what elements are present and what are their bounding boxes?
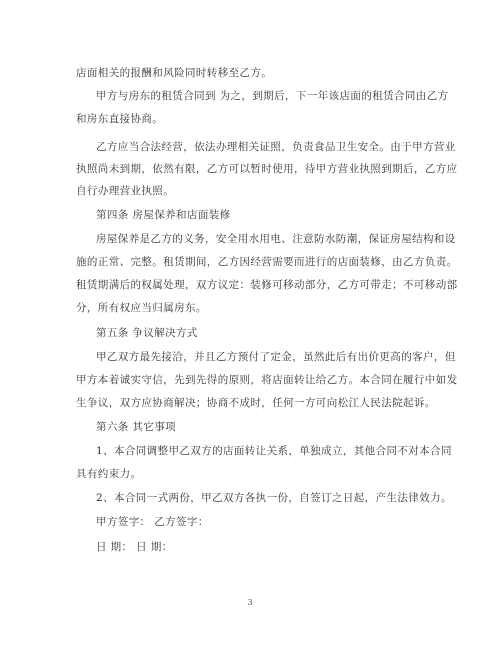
section-heading: 第五条 争议解决方式: [96, 327, 198, 339]
section-heading: 第四条 房屋保养和店面装修: [96, 209, 231, 221]
body-line: 乙方应当合法经营，依法办理相关证照，负责食品卫生安全。由于甲方营业: [96, 141, 456, 153]
body-line: 甲方本着诚实守信，先到先得的原则，将店面转让给乙方。本合同在履行中如发: [76, 374, 458, 386]
signature-line: 甲方签字： 乙方签字：: [96, 516, 209, 528]
body-line: 施的正常、完整。租赁期间，乙方因经营需要而进行的店面装修，由乙方负责。: [76, 256, 458, 268]
body-line: 甲乙双方最先接洽，并且乙方预付了定金，虽然此后有出价更高的客户，但: [96, 351, 456, 363]
date-line: 日 期： 日 期：: [96, 541, 173, 553]
body-line: 甲方与房东的租赁合同到 为之，到期后，下一年该店面的租赁合同由乙方: [96, 90, 449, 102]
body-line: 生争议，双方应协商解决；协商不成时，任何一方可向松江人民法院起诉。: [76, 397, 436, 409]
body-line: 1、本合同调整甲乙双方的店面转让关系，单独成立，其他合同不对本合同: [96, 445, 452, 457]
body-line: 自行办理营业执照。: [76, 185, 175, 197]
body-line: 店面相关的报酬和风险同时转移至乙方。: [76, 67, 273, 79]
body-line: 分，所有权应当归属房东。: [76, 302, 207, 314]
body-line: 2、本合同一式两份，甲乙双方各执一份，自签订之日起，产生法律效力。: [96, 492, 452, 504]
body-line: 执照尚未到期，依然有限，乙方可以暂时使用，待甲方营业执照到期后，乙方应: [76, 163, 458, 175]
body-line: 租赁期满后的权属处理，双方议定：装修可移动部分，乙方可带走；不可移动部: [76, 279, 458, 291]
page-number: 3: [247, 598, 253, 607]
section-heading: 第六条 其它事项: [96, 421, 177, 433]
body-line: 和房东直接协商。: [76, 113, 164, 125]
body-line: 具有约束力。: [76, 468, 142, 480]
body-line: 房屋保养是乙方的义务，安全用水用电、注意防水防潮，保证房屋结构和设: [96, 233, 456, 245]
